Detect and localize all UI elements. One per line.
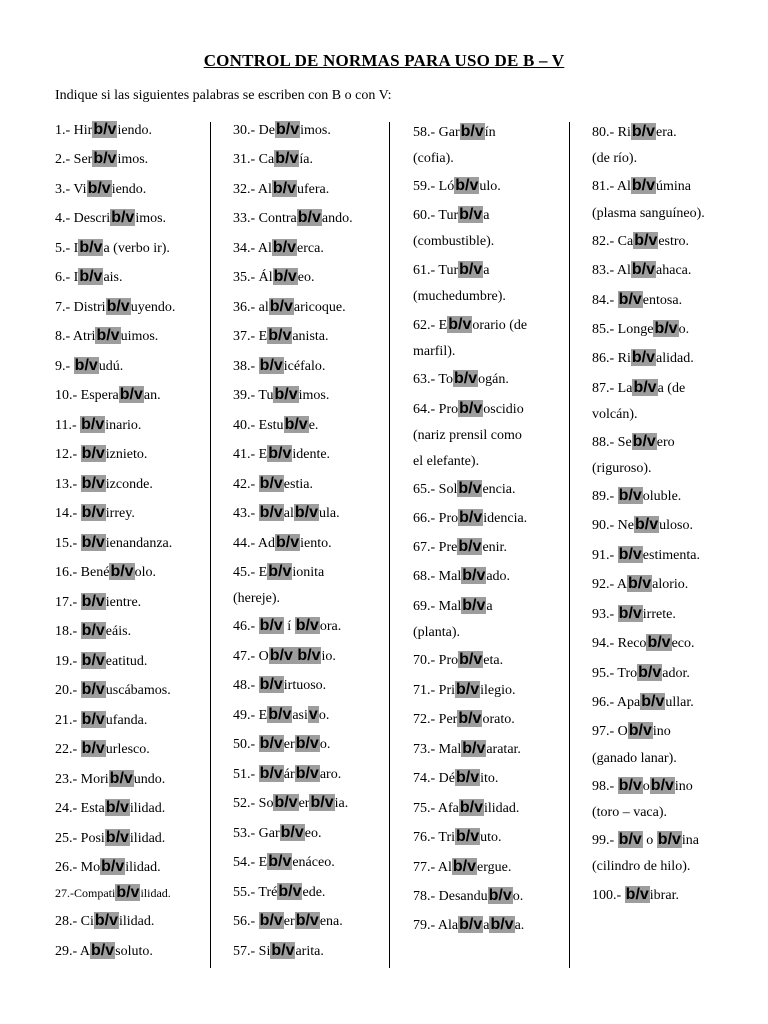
bv-choice-highlight: b/v <box>268 706 292 723</box>
exercise-line: 56.- b/verb/vena. <box>233 912 343 929</box>
bv-choice-highlight: b/v <box>456 769 480 786</box>
bv-choice-highlight: b/v <box>259 475 283 492</box>
bv-choice-highlight: b/v <box>273 268 297 285</box>
bv-choice-highlight: b/v <box>647 634 671 651</box>
exercise-line: 10.- Esperab/van. <box>55 386 161 403</box>
bv-choice-highlight: b/v <box>105 829 129 846</box>
bv-choice-highlight: b/v <box>272 239 297 256</box>
exercise-line: 30.- Deb/vimos. <box>233 121 331 138</box>
bv-choice-highlight: b/v <box>81 681 105 698</box>
exercise-line: 22.- b/vurlesco. <box>55 740 150 757</box>
bv-choice-highlight: b/v <box>618 546 642 563</box>
exercise-line: (ganado lanar). <box>592 751 677 766</box>
bv-choice-highlight: b/v <box>74 357 98 374</box>
exercise-line: 35.- Álb/veo. <box>233 268 315 285</box>
exercise-line: 99.- b/v o b/vina <box>592 831 700 848</box>
exercise-line: 12.- b/viznieto. <box>55 445 148 462</box>
exercise-line: 31.- Cab/vía. <box>233 150 313 167</box>
exercise-line: 70.- Prob/veta. <box>413 651 504 668</box>
exercise-line: 18.- b/veáis. <box>55 622 132 639</box>
exercise-line: 23.- Morib/vundo. <box>55 770 166 787</box>
bv-choice-highlight: b/v <box>110 563 134 580</box>
bv-choice-highlight: b/v <box>87 180 111 197</box>
bv-choice-highlight: b/v <box>459 799 484 816</box>
bv-choice-highlight: b/v <box>654 320 678 337</box>
exercise-line: 9.- b/vudú. <box>55 357 124 374</box>
page-title: CONTROL DE NORMAS PARA USO DE B – V <box>203 51 565 70</box>
bv-choice-highlight: b/v <box>276 534 300 551</box>
bv-choice-highlight: b/v <box>618 831 642 848</box>
bv-choice-highlight: b/v <box>488 887 512 904</box>
exercise-line: (combustible). <box>413 234 495 249</box>
bv-choice-highlight: b/v <box>453 370 478 387</box>
exercise-line: 86.- Rib/validad. <box>592 349 694 366</box>
exercise-line: 43.- b/valb/vula. <box>233 504 340 521</box>
bv-choice-highlight: b/v <box>618 605 642 622</box>
exercise-line: 79.- Alab/vab/va. <box>413 916 525 933</box>
bv-choice-highlight: b/v <box>259 617 283 634</box>
bv-choice-highlight: b/v <box>462 567 486 584</box>
bv-choice-highlight: b/v <box>109 770 133 787</box>
bv-choice-highlight: b/v <box>456 681 480 698</box>
bv-choice-highlight: b/v <box>81 652 105 669</box>
exercise-line: (de río). <box>592 151 638 166</box>
exercise-line: 38.- b/vicéfalo. <box>233 357 326 374</box>
bv-choice-highlight: b/v <box>618 777 642 794</box>
exercise-line: 13.- b/vizconde. <box>55 475 153 492</box>
bv-choice-highlight: b/v <box>458 480 482 497</box>
exercise-line: 71.- Prib/vilegio. <box>413 681 516 698</box>
exercise-line: 75.- Afab/vilidad. <box>413 799 520 816</box>
bv-choice-highlight: b/v <box>271 942 295 959</box>
exercise-line: 7.- Distrib/vuyendo. <box>55 298 176 315</box>
exercise-line: 20.- b/vuscábamos. <box>55 681 171 698</box>
exercise-line: 52.- Sob/verb/via. <box>233 794 349 811</box>
bv-choice-highlight: b/v <box>105 799 129 816</box>
exercise-line: 65.- Solb/vencia. <box>413 480 516 497</box>
bv-choice-highlight: b/v <box>297 209 321 226</box>
bv-choice-highlight: b/v <box>81 416 105 433</box>
bv-choice-highlight: b/v <box>94 912 119 929</box>
exercise-line: 100.- b/vibrar. <box>592 886 679 903</box>
bv-choice-highlight: b/v <box>631 261 656 278</box>
exercise-line: 80.- Rib/vera. <box>592 123 677 140</box>
exercise-line: 19.- b/veatitud. <box>55 652 148 669</box>
bv-choice-highlight: b/v <box>276 121 300 138</box>
exercise-line: 55.- Tréb/vede. <box>233 883 326 900</box>
exercise-line: 28.- Cib/vilidad. <box>55 912 155 929</box>
exercise-line: 77.- Alb/vergue. <box>413 858 512 875</box>
exercise-line: 21.- b/vufanda. <box>55 711 148 728</box>
exercise-line: 4.- Describ/vimos. <box>55 209 167 226</box>
exercise-line: 14.- b/virrey. <box>55 504 135 521</box>
bv-choice-highlight: b/v <box>269 298 293 315</box>
bv-choice-highlight: b/v <box>618 487 642 504</box>
exercise-line: 94.- Recob/veco. <box>592 634 695 651</box>
bv-choice-highlight: b/v <box>274 386 298 403</box>
bv-choice-highlight: b/v <box>490 916 514 933</box>
exercise-line: 68.- Malb/vado. <box>413 567 511 584</box>
bv-choice-highlight: b/v <box>459 651 483 668</box>
bv-choice-highlight: b/v <box>81 740 105 757</box>
exercise-line: volcán). <box>592 407 638 422</box>
exercise-line: 29.- Ab/vsoluto. <box>55 942 153 959</box>
exercise-line: (hereje). <box>233 591 281 606</box>
exercise-line: 37.- Eb/vanista. <box>233 327 329 344</box>
bv-choice-highlight: b/v <box>462 740 486 757</box>
bv-choice-highlight: b/v <box>81 475 105 492</box>
bv-choice-highlight: b/v <box>259 765 283 782</box>
bv-choice-highlight: b/v <box>295 735 319 752</box>
bv-choice-highlight: b/v <box>295 765 319 782</box>
exercise-line: 76.- Trib/vuto. <box>413 828 502 845</box>
exercise-line: 73.- Malb/varatar. <box>413 740 521 757</box>
bv-choice-highlight: b/v <box>295 912 319 929</box>
exercise-line: 1.- Hirb/viendo. <box>55 121 153 138</box>
bv-choice-highlight: b/v <box>633 379 657 396</box>
exercise-line: 3.- Vib/viendo. <box>55 180 147 197</box>
exercise-line: 2.- Serb/vimos. <box>55 150 149 167</box>
bv-choice-highlight: b/v <box>81 622 105 639</box>
bv-choice-highlight: b/v <box>657 831 681 848</box>
bv-choice-highlight: b/v <box>295 617 319 634</box>
exercise-line: (riguroso). <box>592 461 652 476</box>
bv-choice-highlight: b/v <box>294 504 319 521</box>
exercise-line: 58.- Garb/vín <box>413 123 496 140</box>
exercise-line: 90.- Neb/vuloso. <box>592 516 693 533</box>
exercise-line: 6.- Ib/vais. <box>55 268 123 285</box>
exercise-line: 24.- Estab/vilidad. <box>55 799 166 816</box>
exercise-line: 87.- Lab/va (de <box>592 379 686 396</box>
bv-choice-highlight: b/v <box>448 316 472 333</box>
bv-choice-highlight: b/v <box>119 386 143 403</box>
bv-choice-highlight: b/v <box>259 912 283 929</box>
bv-choice-highlight: b/v <box>628 722 652 739</box>
bv-choice-highlight: b/v <box>618 291 642 308</box>
exercise-line: 64.- Prob/voscidio <box>413 400 524 417</box>
bv-choice-highlight: b/v b/v <box>269 647 321 664</box>
exercise-line: 59.- Lób/vulo. <box>413 177 501 194</box>
exercise-line: marfil). <box>413 344 456 359</box>
exercise-line: 98.- b/vob/vino <box>592 777 693 794</box>
exercise-line: 40.- Estub/ve. <box>233 416 319 433</box>
exercise-line: 45.- Eb/vionita <box>233 563 325 580</box>
bv-choice-highlight: b/v <box>96 327 120 344</box>
bv-choice-highlight: b/v <box>632 433 656 450</box>
bv-choice-highlight: b/v <box>268 445 292 462</box>
bv-choice-highlight: b/v <box>81 445 105 462</box>
bv-choice-highlight: b/v <box>462 597 486 614</box>
exercise-line: 97.- Ob/vino <box>592 722 671 739</box>
bv-choice-highlight: b/v <box>101 858 125 875</box>
exercise-line: 5.- Ib/va (verbo ir). <box>55 239 170 256</box>
bv-choice-highlight: b/v <box>280 824 304 841</box>
exercise-line: 81.- Alb/vúmina <box>592 177 692 194</box>
bv-choice-highlight: b/v <box>259 357 283 374</box>
exercise-line: 63.- Tob/vogán. <box>413 370 509 387</box>
bv-choice-highlight: b/v <box>259 504 283 521</box>
exercise-line: 51.- b/várb/varo. <box>233 765 342 782</box>
bv-choice-highlight: b/v <box>272 180 297 197</box>
exercise-line: 39.- Tub/vimos. <box>233 386 330 403</box>
exercise-line: 33.- Contrab/vando. <box>233 209 353 226</box>
exercise-line: 85.- Longeb/vo. <box>592 320 690 337</box>
bv-choice-highlight: b/v <box>268 563 292 580</box>
exercise-line: 66.- Prob/videncia. <box>413 509 528 526</box>
exercise-line: (planta). <box>413 625 461 640</box>
exercise-line: 67.- Preb/venir. <box>413 538 507 555</box>
bv-choice-highlight: b/v <box>459 261 483 278</box>
exercise-line: 83.- Alb/vahaca. <box>592 261 692 278</box>
exercise-line: 57.- Sib/varita. <box>233 942 324 959</box>
exercise-line: 26.- Mob/vilidad. <box>55 858 161 875</box>
exercise-line: 42.- b/vestia. <box>233 475 313 492</box>
bv-choice-highlight: b/v <box>79 239 103 256</box>
exercise-line: 88.- Seb/vero <box>592 433 675 450</box>
exercise-line: 54.- Eb/venáceo. <box>233 853 335 870</box>
exercise-line: 49.- Eb/vasivo. <box>233 706 330 723</box>
bv-choice-highlight: v <box>308 706 318 723</box>
bv-choice-highlight: b/v <box>284 416 308 433</box>
bv-choice-highlight: b/v <box>81 504 105 521</box>
bv-choice-highlight: b/v <box>458 538 482 555</box>
exercise-line: 47.- Ob/v b/vio. <box>233 647 336 664</box>
exercise-line: 53.- Garb/veo. <box>233 824 322 841</box>
exercise-line: 60.- Turb/va <box>413 206 490 223</box>
bv-choice-highlight: b/v <box>91 942 115 959</box>
exercise-line: 41.- Eb/vidente. <box>233 445 331 462</box>
exercise-line: 16.- Benéb/volo. <box>55 563 156 580</box>
exercise-line: 91.- b/vestimenta. <box>592 546 700 563</box>
bv-choice-highlight: b/v <box>650 777 674 794</box>
column-divider <box>210 122 211 968</box>
bv-choice-highlight: b/v <box>452 858 477 875</box>
bv-choice-highlight: b/v <box>455 177 479 194</box>
exercise-line: (plasma sanguíneo). <box>592 206 705 221</box>
exercise-line: (toro – vaca). <box>592 805 668 820</box>
exercise-line: 48.- b/virtuoso. <box>233 676 327 693</box>
exercise-line: (cilindro de hilo). <box>592 859 691 874</box>
bv-choice-highlight: b/v <box>458 710 482 727</box>
bv-choice-highlight: b/v <box>625 886 649 903</box>
bv-choice-highlight: b/v <box>274 794 298 811</box>
exercise-line: 89.- b/voluble. <box>592 487 682 504</box>
bv-choice-highlight: b/v <box>93 150 117 167</box>
bv-choice-highlight: b/v <box>81 534 105 551</box>
exercise-line: 32.- Alb/vufera. <box>233 180 330 197</box>
bv-choice-highlight: b/v <box>634 232 658 249</box>
exercise-line: 46.- b/v í b/vora. <box>233 617 342 634</box>
column-divider <box>569 122 570 968</box>
exercise-line: 61.- Turb/va <box>413 261 490 278</box>
exercise-line: 44.- Adb/viento. <box>233 534 332 551</box>
exercise-line: 93.- b/virrete. <box>592 605 676 622</box>
bv-choice-highlight: b/v <box>628 575 652 592</box>
bv-choice-highlight: b/v <box>278 883 302 900</box>
bv-choice-highlight: b/v <box>268 327 292 344</box>
instructions: Indique si las siguientes palabras se escriben con B o con V: <box>55 88 392 103</box>
exercise-line: (muchedumbre). <box>413 289 506 304</box>
bv-choice-highlight: b/v <box>631 177 656 194</box>
exercise-line: 95.- Trob/vador. <box>592 664 690 681</box>
exercise-line: 15.- b/vienandanza. <box>55 534 173 551</box>
bv-choice-highlight: b/v <box>635 516 659 533</box>
bv-choice-highlight: b/v <box>631 123 656 140</box>
exercise-line: 36.- alb/varicoque. <box>233 298 346 315</box>
bv-choice-highlight: b/v <box>459 916 483 933</box>
bv-choice-highlight: b/v <box>459 400 483 417</box>
bv-choice-highlight: b/v <box>268 853 292 870</box>
exercise-line: 84.- b/ventosa. <box>592 291 683 308</box>
bv-choice-highlight: b/v <box>81 711 105 728</box>
exercise-line: 17.- b/vientre. <box>55 593 142 610</box>
bv-choice-highlight: b/v <box>459 509 483 526</box>
exercise-line: (nariz prensil como <box>413 428 522 443</box>
exercise-line: 92.- Ab/valorio. <box>592 575 689 592</box>
bv-choice-highlight: b/v <box>93 121 117 138</box>
exercise-line: 74.- Déb/vito. <box>413 769 499 786</box>
bv-choice-highlight: b/v <box>116 884 140 901</box>
column-divider <box>389 122 390 968</box>
bv-choice-highlight: b/v <box>106 298 130 315</box>
exercise-line: 27.-Compatib/vilidad. <box>55 884 171 901</box>
bv-choice-highlight: b/v <box>259 735 283 752</box>
exercise-line: 34.- Alb/verca. <box>233 239 324 256</box>
bv-choice-highlight: b/v <box>111 209 135 226</box>
bv-choice-highlight: b/v <box>631 349 656 366</box>
bv-choice-highlight: b/v <box>79 268 103 285</box>
exercise-line: 25.- Posib/vilidad. <box>55 829 166 846</box>
exercise-line: 96.- Apab/vullar. <box>592 693 694 710</box>
exercise-line: 78.- Desandub/vo. <box>413 887 524 904</box>
exercise-line: (cofia). <box>413 151 454 166</box>
bv-choice-highlight: b/v <box>275 150 299 167</box>
exercise-line: 82.- Cab/vestro. <box>592 232 690 249</box>
bv-choice-highlight: b/v <box>259 676 283 693</box>
bv-choice-highlight: b/v <box>310 794 334 811</box>
exercise-line: 11.- b/vinario. <box>55 416 142 433</box>
exercise-line: 62.- Eb/vorario (de <box>413 316 528 333</box>
bv-choice-highlight: b/v <box>638 664 662 681</box>
bv-choice-highlight: b/v <box>81 593 105 610</box>
exercise-line: 8.- Atrib/vuimos. <box>55 327 159 344</box>
bv-choice-highlight: b/v <box>459 206 483 223</box>
exercise-line: el elefante). <box>413 454 480 469</box>
bv-choice-highlight: b/v <box>456 828 480 845</box>
bv-choice-highlight: b/v <box>641 693 665 710</box>
exercise-line: 72.- Perb/vorato. <box>413 710 515 727</box>
bv-choice-highlight: b/v <box>460 123 484 140</box>
exercise-line: 69.- Malb/va <box>413 597 493 614</box>
exercise-line: 50.- b/verb/vo. <box>233 735 331 752</box>
